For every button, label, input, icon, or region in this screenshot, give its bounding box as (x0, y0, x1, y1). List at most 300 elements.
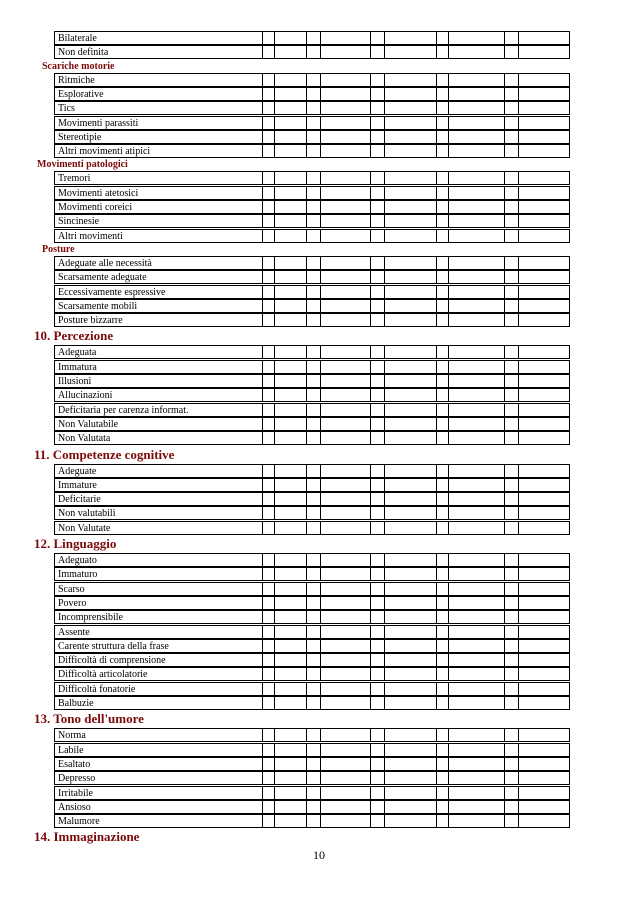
cell-border (370, 478, 371, 492)
cell-border (518, 582, 519, 596)
cell-border (504, 521, 505, 535)
row-label: Bilaterale (58, 33, 97, 44)
cell-border (518, 171, 519, 185)
cell-border (54, 728, 55, 742)
cell-border (436, 200, 437, 214)
cell-border (384, 492, 385, 506)
cell-border (54, 478, 55, 492)
row-label: Non Valutabile (58, 418, 119, 430)
cell-border (504, 130, 505, 144)
cell-border (54, 171, 55, 185)
cell-border (448, 130, 449, 144)
cell-border (518, 186, 519, 200)
cell-border (436, 256, 437, 270)
cell-border (274, 417, 275, 431)
table-row (55, 667, 570, 681)
cell-border (384, 256, 385, 270)
cell-border (54, 73, 55, 87)
cell-border (448, 682, 449, 696)
cell-border (274, 682, 275, 696)
cell-border (436, 567, 437, 581)
cell-border (569, 786, 570, 800)
row-label: Non Valutate (58, 522, 111, 534)
row-label: Deficitaria per carenza informat. (58, 404, 189, 416)
cell-border (274, 256, 275, 270)
cell-border (569, 771, 570, 785)
cell-border (274, 388, 275, 402)
table-row (55, 45, 570, 59)
cell-border (448, 728, 449, 742)
cell-border (54, 625, 55, 639)
cell-border (384, 270, 385, 284)
table-row (55, 743, 570, 757)
cell-border (54, 667, 55, 681)
cell-border (320, 771, 321, 785)
table-row (55, 506, 570, 520)
cell-border (504, 417, 505, 431)
cell-border (370, 45, 371, 59)
table-row (55, 229, 570, 243)
row-label: Immatura (58, 361, 97, 373)
cell-border (518, 553, 519, 567)
table-row (55, 388, 570, 402)
cell-border (320, 116, 321, 130)
cell-border (262, 696, 263, 710)
cell-border (436, 639, 437, 653)
cell-border (306, 45, 307, 59)
cell-border (262, 270, 263, 284)
cell-border (262, 506, 263, 520)
cell-border (436, 417, 437, 431)
cell-border (54, 256, 55, 270)
cell-border (274, 360, 275, 374)
cell-border (320, 582, 321, 596)
cell-border (274, 625, 275, 639)
cell-border (504, 256, 505, 270)
cell-border (320, 567, 321, 581)
cell-border (569, 214, 570, 228)
cell-border (518, 87, 519, 101)
cell-border (262, 728, 263, 742)
cell-border (384, 743, 385, 757)
cell-border (569, 567, 570, 581)
cell-border (448, 229, 449, 243)
cell-border (54, 360, 55, 374)
cell-border (504, 506, 505, 520)
cell-border (448, 431, 449, 445)
cell-border (384, 521, 385, 535)
table-row (55, 31, 570, 45)
cell-border (504, 229, 505, 243)
cell-border (306, 492, 307, 506)
cell-border (384, 786, 385, 800)
cell-border (504, 313, 505, 327)
row-label: Movimenti atetosici (58, 187, 139, 199)
cell-border (504, 285, 505, 299)
cell-border (370, 800, 371, 814)
cell-border (370, 653, 371, 667)
cell-border (320, 743, 321, 757)
cell-border (54, 431, 55, 445)
cell-border (320, 553, 321, 567)
cell-border (320, 186, 321, 200)
cell-border (569, 101, 570, 115)
cell-border (54, 87, 55, 101)
cell-border (504, 45, 505, 59)
cell-border (274, 130, 275, 144)
table-row (55, 116, 570, 130)
cell-border (370, 130, 371, 144)
cell-border (518, 388, 519, 402)
cell-border (518, 45, 519, 59)
cell-border (274, 31, 275, 45)
cell-border (504, 144, 505, 158)
table-row (55, 299, 570, 313)
cell-border (518, 728, 519, 742)
section-heading: 14. Immaginazione (34, 829, 140, 845)
cell-border (54, 596, 55, 610)
cell-border (370, 639, 371, 653)
cell-border (569, 186, 570, 200)
cell-border (448, 567, 449, 581)
cell-border (306, 270, 307, 284)
cell-border (370, 696, 371, 710)
cell-border (448, 771, 449, 785)
cell-border (320, 144, 321, 158)
cell-border (320, 696, 321, 710)
cell-border (436, 800, 437, 814)
row-label: Povero (58, 597, 87, 609)
cell-border (569, 270, 570, 284)
cell-border (384, 582, 385, 596)
cell-border (262, 417, 263, 431)
cell-border (54, 299, 55, 313)
cell-border (569, 313, 570, 327)
cell-border (504, 101, 505, 115)
cell-border (320, 757, 321, 771)
cell-border (54, 639, 55, 653)
cell-border (320, 478, 321, 492)
cell-border (569, 610, 570, 624)
cell-border (54, 403, 55, 417)
cell-border (274, 313, 275, 327)
cell-border (370, 144, 371, 158)
row-label: Assente (58, 626, 90, 638)
cell-border (569, 492, 570, 506)
cell-border (384, 478, 385, 492)
cell-border (274, 567, 275, 581)
cell-border (384, 374, 385, 388)
cell-border (518, 313, 519, 327)
cell-border (436, 492, 437, 506)
cell-border (370, 388, 371, 402)
row-label: Illusioni (58, 376, 92, 387)
cell-border (370, 567, 371, 581)
cell-border (306, 417, 307, 431)
cell-border (370, 625, 371, 639)
cell-border (384, 144, 385, 158)
cell-border (384, 610, 385, 624)
cell-border (569, 682, 570, 696)
cell-border (262, 374, 263, 388)
cell-border (384, 87, 385, 101)
cell-border (518, 144, 519, 158)
table-row (55, 101, 570, 115)
cell-border (436, 521, 437, 535)
table-row (55, 771, 570, 785)
cell-border (504, 200, 505, 214)
cell-border (518, 639, 519, 653)
cell-border (569, 667, 570, 681)
cell-border (448, 87, 449, 101)
cell-border (370, 464, 371, 478)
cell-border (370, 610, 371, 624)
cell-border (320, 431, 321, 445)
cell-border (504, 214, 505, 228)
cell-border (306, 388, 307, 402)
row-label: Immature (58, 479, 97, 491)
cell-border (274, 610, 275, 624)
cell-border (436, 596, 437, 610)
cell-border (320, 171, 321, 185)
cell-border (274, 582, 275, 596)
table-row (55, 87, 570, 101)
cell-border (306, 521, 307, 535)
row-label: Difficoltà articolatorie (58, 669, 148, 681)
cell-border (436, 610, 437, 624)
table-row (55, 682, 570, 696)
cell-border (436, 388, 437, 402)
cell-border (262, 403, 263, 417)
cell-border (54, 814, 55, 828)
row-label: Balbuzie (58, 698, 94, 709)
cell-border (436, 403, 437, 417)
cell-border (569, 388, 570, 402)
row-label: Incomprensibile (58, 612, 123, 624)
cell-border (518, 417, 519, 431)
cell-border (370, 299, 371, 313)
subsection-heading: Scariche motorie (42, 60, 115, 72)
cell-border (320, 786, 321, 800)
cell-border (54, 786, 55, 800)
cell-border (436, 299, 437, 313)
cell-border (448, 45, 449, 59)
cell-border (518, 130, 519, 144)
cell-border (384, 313, 385, 327)
cell-border (320, 270, 321, 284)
cell-border (262, 87, 263, 101)
cell-border (448, 31, 449, 45)
cell-border (370, 73, 371, 87)
cell-border (504, 388, 505, 402)
table-row (55, 130, 570, 144)
cell-border (569, 639, 570, 653)
cell-border (448, 73, 449, 87)
cell-border (54, 743, 55, 757)
cell-border (504, 682, 505, 696)
table-row (55, 625, 570, 639)
cell-border (569, 31, 570, 45)
cell-border (274, 814, 275, 828)
cell-border (518, 800, 519, 814)
cell-border (504, 639, 505, 653)
cell-border (448, 757, 449, 771)
cell-border (274, 771, 275, 785)
cell-border (504, 464, 505, 478)
cell-border (504, 403, 505, 417)
cell-border (518, 116, 519, 130)
table-row (55, 144, 570, 158)
table-row (55, 582, 570, 596)
cell-border (370, 553, 371, 567)
cell-border (384, 667, 385, 681)
cell-border (384, 360, 385, 374)
cell-border (262, 653, 263, 667)
cell-border (306, 73, 307, 87)
table-row (55, 492, 570, 506)
cell-border (384, 464, 385, 478)
cell-border (306, 596, 307, 610)
cell-border (384, 403, 385, 417)
cell-border (262, 814, 263, 828)
cell-border (54, 417, 55, 431)
cell-border (384, 200, 385, 214)
cell-border (274, 800, 275, 814)
table-row (55, 464, 570, 478)
cell-border (54, 521, 55, 535)
cell-border (306, 130, 307, 144)
cell-border (54, 270, 55, 284)
table-row (55, 360, 570, 374)
cell-border (320, 403, 321, 417)
cell-border (518, 214, 519, 228)
cell-border (384, 814, 385, 828)
cell-border (384, 171, 385, 185)
row-label: Non Valutata (58, 433, 111, 445)
row-label: Esplorative (58, 88, 104, 100)
cell-border (54, 610, 55, 624)
cell-border (54, 696, 55, 710)
table-row (55, 73, 570, 87)
cell-border (54, 374, 55, 388)
cell-border (384, 800, 385, 814)
cell-border (262, 786, 263, 800)
cell-border (448, 492, 449, 506)
cell-border (504, 431, 505, 445)
cell-border (306, 101, 307, 115)
cell-border (274, 786, 275, 800)
table-row (55, 403, 570, 417)
cell-border (274, 144, 275, 158)
cell-border (262, 639, 263, 653)
cell-border (262, 625, 263, 639)
cell-border (384, 567, 385, 581)
cell-border (274, 653, 275, 667)
cell-border (370, 285, 371, 299)
cell-border (320, 521, 321, 535)
cell-border (320, 639, 321, 653)
cell-border (274, 696, 275, 710)
cell-border (384, 682, 385, 696)
cell-border (448, 256, 449, 270)
cell-border (436, 757, 437, 771)
cell-border (569, 403, 570, 417)
cell-border (54, 582, 55, 596)
row-label: Scarso (58, 583, 85, 595)
cell-border (262, 610, 263, 624)
row-label: Esaltato (58, 758, 91, 770)
row-label: Ritmiche (58, 74, 95, 86)
row-label: Movimenti coreici (58, 202, 133, 213)
cell-border (54, 553, 55, 567)
cell-border (262, 345, 263, 359)
cell-border (436, 171, 437, 185)
cell-border (504, 771, 505, 785)
cell-border (274, 464, 275, 478)
cell-border (274, 492, 275, 506)
cell-border (384, 696, 385, 710)
cell-border (306, 728, 307, 742)
section-heading: 13. Tono dell'umore (34, 711, 144, 727)
cell-border (504, 625, 505, 639)
cell-border (274, 200, 275, 214)
cell-border (306, 200, 307, 214)
cell-border (370, 374, 371, 388)
cell-border (448, 388, 449, 402)
cell-border (262, 757, 263, 771)
cell-border (306, 464, 307, 478)
row-label: Adeguata (58, 347, 97, 359)
cell-border (274, 521, 275, 535)
cell-border (436, 45, 437, 59)
cell-border (384, 625, 385, 639)
cell-border (262, 492, 263, 506)
cell-border (54, 567, 55, 581)
cell-border (436, 270, 437, 284)
cell-border (306, 186, 307, 200)
cell-border (262, 800, 263, 814)
cell-border (569, 478, 570, 492)
cell-border (262, 431, 263, 445)
cell-border (448, 116, 449, 130)
cell-border (518, 625, 519, 639)
cell-border (306, 478, 307, 492)
cell-border (448, 285, 449, 299)
cell-border (504, 73, 505, 87)
cell-border (320, 682, 321, 696)
cell-border (262, 582, 263, 596)
cell-border (504, 653, 505, 667)
table-row (55, 200, 570, 214)
table-row (55, 345, 570, 359)
cell-border (569, 256, 570, 270)
cell-border (370, 200, 371, 214)
cell-border (370, 186, 371, 200)
cell-border (306, 567, 307, 581)
cell-border (320, 800, 321, 814)
table-row (55, 567, 570, 581)
cell-border (569, 582, 570, 596)
cell-border (54, 345, 55, 359)
cell-border (436, 186, 437, 200)
cell-border (448, 186, 449, 200)
cell-border (504, 800, 505, 814)
cell-border (518, 521, 519, 535)
cell-border (320, 814, 321, 828)
cell-border (436, 667, 437, 681)
cell-border (384, 388, 385, 402)
cell-border (262, 596, 263, 610)
